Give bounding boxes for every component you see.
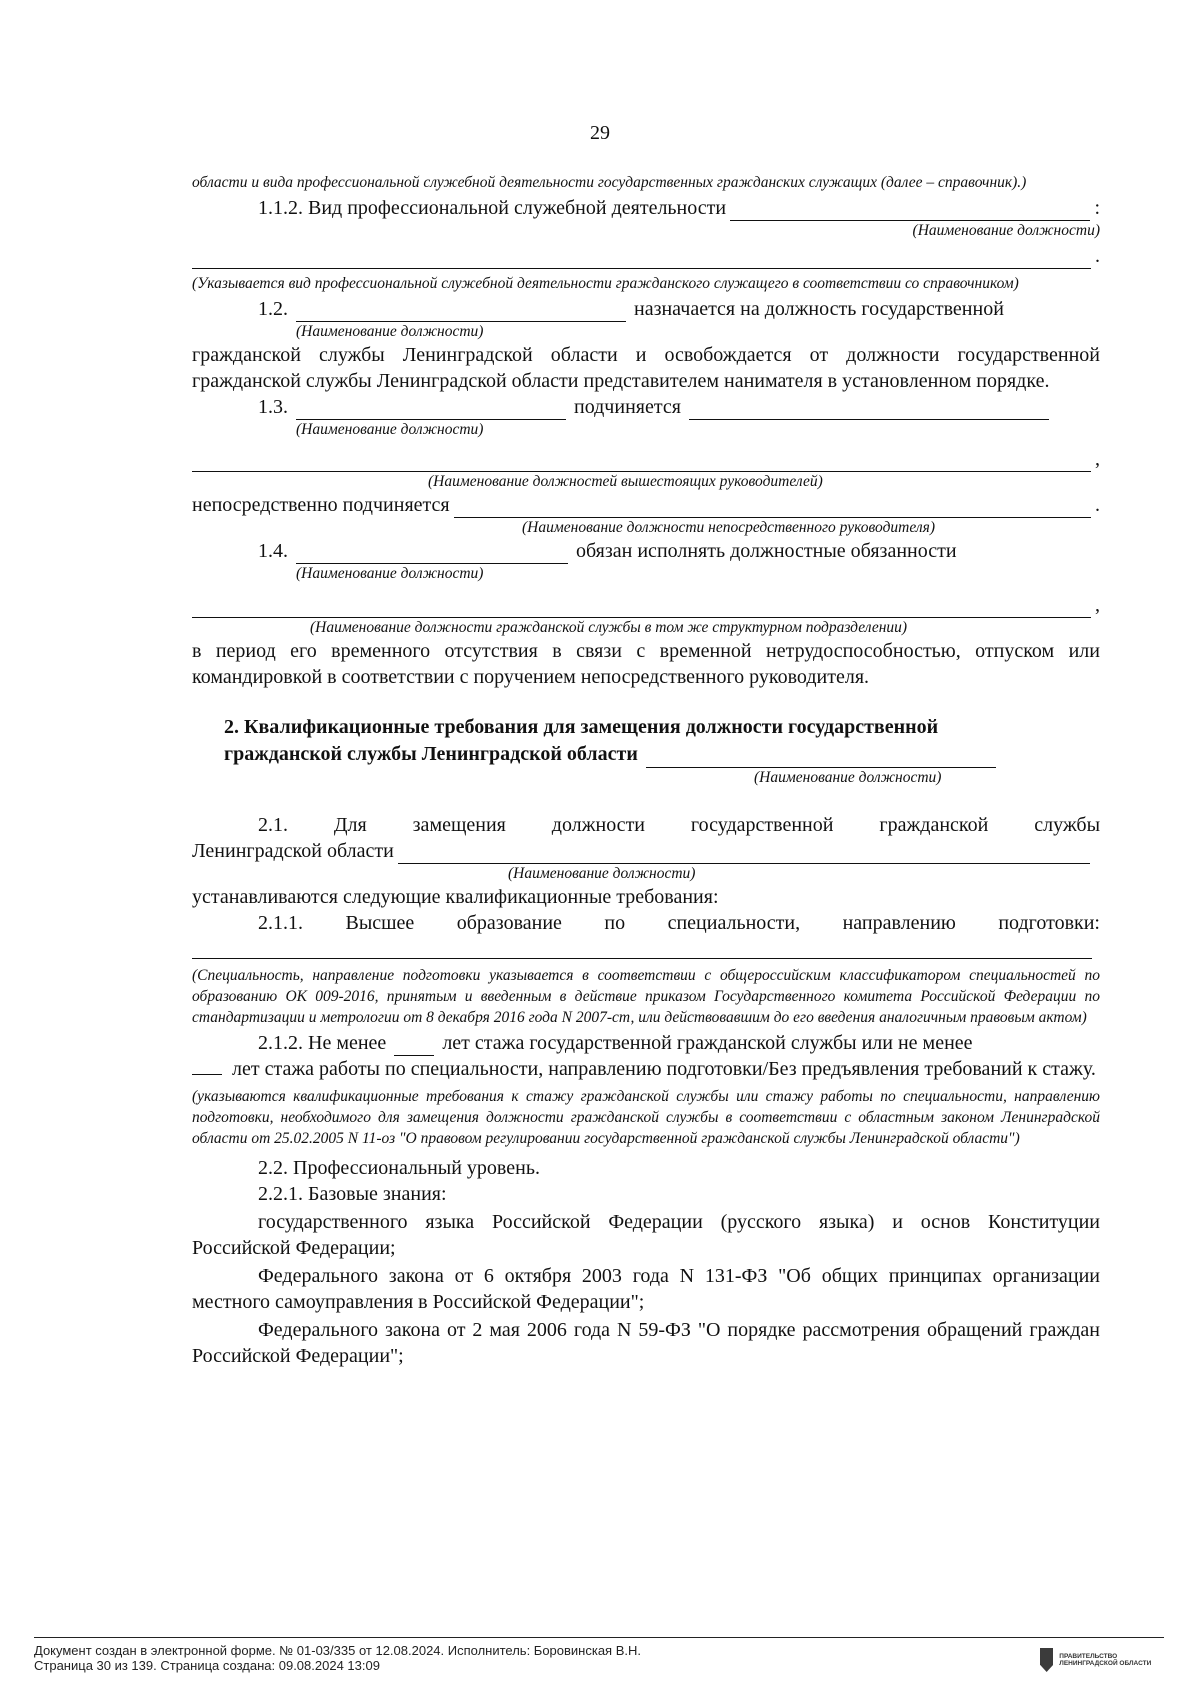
caption-superiors: (Наименование должностей вышестоящих руководителей)	[428, 473, 823, 490]
item-2-1-continuation: устанавливаются следующие квалификационные требования:	[192, 886, 719, 908]
comma: ,	[1095, 448, 1100, 470]
blank-field	[689, 401, 1049, 420]
blank-field	[296, 545, 568, 564]
blank-field	[454, 499, 1091, 518]
blank-line-vid	[192, 243, 1100, 269]
blank-field	[192, 250, 1091, 269]
caption-position: (Наименование должности)	[296, 421, 484, 438]
item-1-1-2-suffix: :	[1094, 197, 1100, 219]
caption-direct-supervisor: (Наименование должности непосредственного руководителя)	[522, 519, 935, 536]
footer-line-1: Документ создан в электронной форме. № 01-03/335 от 12.08.2024. Исполнитель: Боровинская В.Н.	[34, 1643, 641, 1658]
blank-line-specialty	[192, 940, 1092, 959]
note-experience: (указываются квалификационные требования к стажу гражданской службы или стажу работы по специальности, направлению подготовки, необходимого для замещения должности гражданской службы в соответствии с областным законом Ленинградской области от 25.02.2005 N 11-оз "О правовом регулировании государственной гражданской службы Ленинградской области")	[192, 1088, 1100, 1147]
caption-position: (Наименование должности)	[296, 565, 484, 582]
blank-line-same-unit	[192, 592, 1100, 618]
item-1-2-text: назначается на должность государственной	[634, 298, 1004, 320]
comma: ,	[1095, 594, 1100, 616]
item-2-1-2-c: лет стажа работы по специальности, направлению подготовки/Без предъявления требований к стажу.	[232, 1058, 1096, 1080]
item-2-1-2	[192, 1030, 1100, 1056]
intro-note: области и вида профессиональной служебной деятельности государственных гражданских служащих (далее – справочник).)	[192, 174, 1027, 191]
government-logo	[1040, 1645, 1160, 1675]
item-1-3	[192, 394, 1100, 420]
knowledge-law-59: Федерального закона от 2 мая 2006 года N 59-ФЗ "О порядке рассмотрения обращений граждан Российской Федерации";	[192, 1319, 1100, 1367]
caption-same-unit: (Наименование должности гражданской службы в том же структурном подразделении)	[310, 619, 908, 636]
note-vid: (Указывается вид профессиональной служебной деятельности гражданского служащего в соответствии со справочником)	[192, 275, 1019, 292]
blank-field	[296, 303, 626, 322]
item-2-2-1: 2.2.1. Базовые знания:	[258, 1183, 447, 1205]
logo-text: ПРАВИТЕЛЬСТВО ЛЕНИНГРАДСКОЙ ОБЛАСТИ	[1059, 1653, 1152, 1667]
item-1-3-text: подчиняется	[574, 396, 681, 418]
blank-line-superiors	[192, 446, 1100, 472]
item-2-1-2-a: 2.1.2. Не менее	[258, 1032, 387, 1054]
item-1-3-num: 1.3.	[258, 396, 288, 418]
section-2-heading-text: гражданской службы Ленинградской области	[224, 743, 638, 765]
note-specialty: (Специальность, направление подготовки указывается в соответствии с общероссийским классификатором специальностей по образованию ОК 009-2016, принятым и введенным в действие приказом Государственного комитета Российской Федерации по стандартизации и метрологии от 8 декабря 2016 года N 2007-ст, или действовавшим до его введения аналогичным правовым актом)	[192, 967, 1100, 1026]
blank-field	[646, 749, 996, 768]
knowledge-language: государственного языка Российской Федерации (русского языка) и основ Конституции Российской Федерации;	[192, 1211, 1100, 1259]
section-2-heading-line1: 2. Квалификационные требования для замещения должности государственной	[224, 716, 939, 738]
item-1-2-num: 1.2.	[258, 298, 288, 320]
item-2-1: 2.1. Для замещения должности государственной гражданской службы	[258, 814, 1100, 836]
item-1-2	[192, 296, 1100, 322]
footer-line-2: Страница 30 из 139. Страница создана: 09.08.2024 13:09	[34, 1658, 380, 1673]
caption-position: (Наименование должности)	[754, 769, 942, 786]
blank-field	[296, 401, 566, 420]
caption-position: (Наименование должности)	[296, 323, 484, 340]
item-1-4-num: 1.4.	[258, 540, 288, 562]
caption-position: (Наименование должности)	[912, 222, 1100, 239]
section-2-heading-line2	[192, 741, 1100, 768]
blank-field	[394, 1037, 434, 1056]
blank-dot: .	[1095, 245, 1100, 267]
item-2-1-2-b: лет стажа государственной гражданской службы или не менее	[442, 1032, 973, 1054]
document-body	[192, 172, 1100, 1369]
blank-field	[398, 845, 1090, 864]
direct-supervisor-line	[192, 492, 1100, 518]
blank-field	[192, 1056, 222, 1075]
blank-field	[192, 599, 1091, 618]
item-1-4-text: обязан исполнять должностные обязанности	[576, 540, 957, 562]
blank-field	[730, 202, 1090, 221]
item-2-1-1: 2.1.1. Высшее образование по специальности, направлению подготовки:	[258, 912, 1100, 934]
direct-supervisor-label: непосредственно подчиняется	[192, 494, 450, 516]
caption-position: (Наименование должности)	[508, 865, 696, 882]
footer-divider	[34, 1637, 1164, 1638]
item-1-1-2	[192, 195, 1100, 221]
item-2-1-line2	[192, 838, 1100, 864]
blank-dot: .	[1095, 494, 1100, 516]
footer	[34, 1637, 1164, 1673]
item-1-2-continuation: гражданской службы Ленинградской области и освобождается от должности государственной гражданской службы Ленинградской области представителем нанимателя в установленном порядке.	[192, 344, 1100, 392]
absence-paragraph: в период его временного отсутствия в связи с временной нетрудоспособностью, отпуском или командировкой в соответствии с поручением непосредственного руководителя.	[192, 640, 1100, 688]
item-1-4	[192, 538, 1100, 564]
item-1-1-2-label: 1.1.2. Вид профессиональной служебной деятельности	[258, 197, 727, 219]
item-2-2: 2.2. Профессиональный уровень.	[258, 1157, 540, 1179]
page-number: 29	[590, 122, 610, 144]
knowledge-law-131: Федерального закона от 6 октября 2003 года N 131-ФЗ "Об общих принципах организации местного самоуправления в Российской Федерации";	[192, 1265, 1100, 1313]
blank-field	[192, 453, 1091, 472]
coat-of-arms-icon	[1040, 1648, 1053, 1672]
item-2-1-region: Ленинградской области	[192, 840, 394, 862]
item-2-1-2-continuation	[192, 1056, 1100, 1082]
